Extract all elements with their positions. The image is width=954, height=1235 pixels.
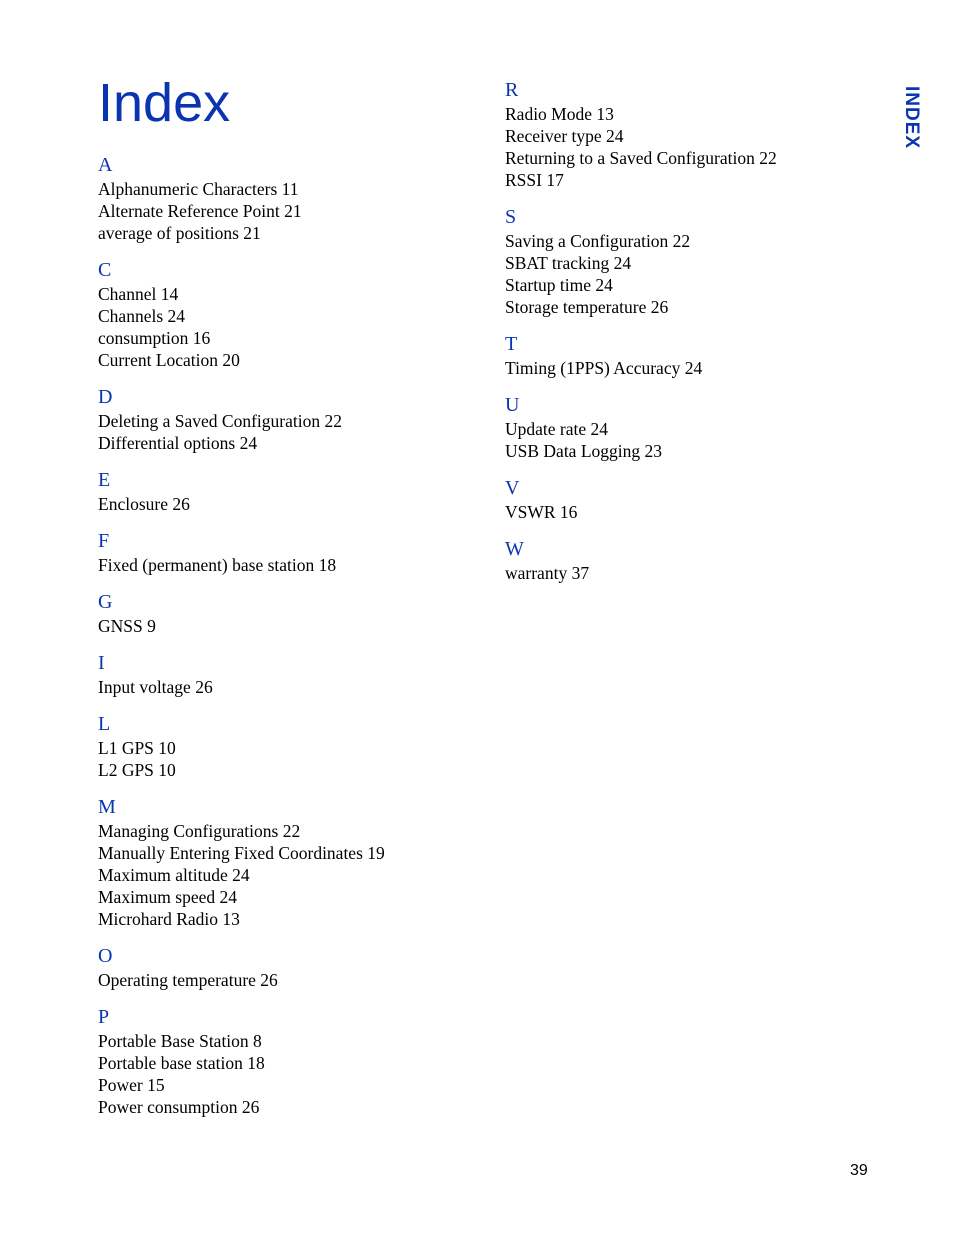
- section-tab: INDEX: [901, 86, 922, 150]
- index-group: [98, 650, 498, 698]
- index-group: [98, 943, 498, 991]
- index-letter-heading: L: [98, 713, 111, 735]
- index-entry: Channel 14: [98, 284, 179, 304]
- index-entry: Fixed (permanent) base station 18: [98, 555, 337, 575]
- index-group: [505, 392, 905, 462]
- index-entry: Power 15: [98, 1075, 165, 1095]
- index-entry: warranty 37: [505, 563, 590, 583]
- index-entry: SBAT tracking 24: [505, 253, 632, 273]
- index-entry: GNSS 9: [98, 616, 156, 636]
- index-letter-heading: E: [98, 469, 111, 491]
- index-group: [98, 794, 498, 930]
- index-group: [98, 589, 498, 637]
- index-letter-heading: M: [98, 796, 116, 818]
- page-number: 39: [850, 1162, 868, 1179]
- index-entry: Enclosure 26: [98, 494, 190, 514]
- index-entry: Operating temperature 26: [98, 970, 278, 990]
- index-entry: average of positions 21: [98, 223, 261, 243]
- index-group: [98, 257, 498, 371]
- index-column-left: [98, 152, 498, 1131]
- index-entry: Deleting a Saved Configuration 22: [98, 411, 342, 431]
- index-entry: Maximum altitude 24: [98, 865, 250, 885]
- index-entry: Portable base station 18: [98, 1053, 265, 1073]
- index-entry: Update rate 24: [505, 419, 609, 439]
- index-group: [98, 528, 498, 576]
- index-letter-heading: S: [505, 206, 517, 228]
- index-entry: Storage temperature 26: [505, 297, 669, 317]
- index-entry: Maximum speed 24: [98, 887, 238, 907]
- index-entry: Alternate Reference Point 21: [98, 201, 302, 221]
- index-group: [505, 475, 905, 523]
- index-entry: Power consumption 26: [98, 1097, 260, 1117]
- index-letter-heading: P: [98, 1006, 110, 1028]
- index-group: [98, 1004, 498, 1118]
- index-group: [98, 152, 498, 244]
- index-letter-heading: V: [505, 477, 520, 499]
- index-letter-heading: C: [98, 259, 112, 281]
- index-entry: Radio Mode 13: [505, 104, 614, 124]
- index-entry: Saving a Configuration 22: [505, 231, 691, 251]
- index-entry: Manually Entering Fixed Coordinates 19: [98, 843, 385, 863]
- index-group: [98, 467, 498, 515]
- index-entry: Microhard Radio 13: [98, 909, 240, 929]
- index-letter-heading: F: [98, 530, 110, 552]
- index-column-right: [505, 77, 905, 597]
- index-letter-heading: G: [98, 591, 113, 613]
- index-entry: Receiver type 24: [505, 126, 624, 146]
- index-entry: L1 GPS 10: [98, 738, 176, 758]
- index-entry: Current Location 20: [98, 350, 240, 370]
- index-entry: Returning to a Saved Configuration 22: [505, 148, 777, 168]
- index-entry: Alphanumeric Characters 11: [98, 179, 299, 199]
- index-group: [98, 711, 498, 781]
- index-letter-heading: D: [98, 386, 113, 408]
- index-entry: Portable Base Station 8: [98, 1031, 262, 1051]
- index-entry: Timing (1PPS) Accuracy 24: [505, 358, 703, 378]
- index-letter-heading: W: [505, 538, 524, 560]
- index-entry: Differential options 24: [98, 433, 258, 453]
- index-letter-heading: R: [505, 79, 519, 101]
- index-entry: Channels 24: [98, 306, 186, 326]
- index-group: [98, 384, 498, 454]
- index-letter-heading: A: [98, 154, 113, 176]
- index-letter-heading: I: [98, 652, 105, 674]
- index-letter-heading: U: [505, 394, 520, 416]
- index-letter-heading: O: [98, 945, 113, 967]
- index-entry: RSSI 17: [505, 170, 564, 190]
- page-title: Index: [98, 73, 231, 133]
- index-group: [505, 331, 905, 379]
- index-letter-heading: T: [505, 333, 518, 355]
- index-entry: consumption 16: [98, 328, 211, 348]
- index-group: [505, 204, 905, 318]
- index-entry: Managing Configurations 22: [98, 821, 301, 841]
- index-group: [505, 77, 905, 191]
- index-group: [505, 536, 905, 584]
- index-entry: VSWR 16: [505, 502, 578, 522]
- index-entry: USB Data Logging 23: [505, 441, 663, 461]
- index-entry: Input voltage 26: [98, 677, 213, 697]
- index-entry: L2 GPS 10: [98, 760, 176, 780]
- index-entry: Startup time 24: [505, 275, 613, 295]
